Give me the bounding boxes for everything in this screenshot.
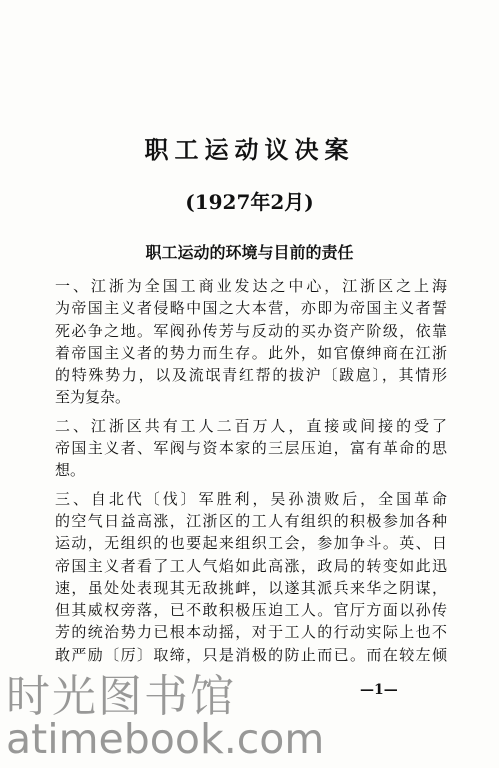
text-line: 运动，无组织的也要起来组织工会，参加争斗。英、日 — [55, 534, 447, 553]
text-line: 帝国主义者、军阀与资本家的三层压迫，富有革命的思 — [55, 439, 447, 458]
section-heading: 职工运动的环境与目前的责任 — [145, 243, 354, 262]
text-line: 死必争之地。军阀孙传芳与反动的买办资产阶级，依靠 — [55, 321, 447, 340]
text-line: 的空气日益高涨，江浙区的工人有组织的积极参加各种 — [55, 511, 447, 530]
text-line: 为帝国主义者侵略中国之大本营，亦即为帝国主义者誓 — [55, 299, 447, 318]
text-line: 想。 — [55, 461, 86, 480]
text-line: 但其威权旁落，已不敢积极压迫工人。官厅方面以孙传 — [55, 601, 447, 620]
text-line: 着帝国主义者的势力而生存。此外，如官僚绅商在江浙 — [55, 343, 447, 362]
text-line: 帝国主义者看了工人气焰如此高涨，政局的转变如此迅 — [55, 556, 447, 575]
document-title: 职工运动议决案 — [144, 135, 355, 164]
paragraph — [55, 415, 447, 482]
text-line: 至为复杂。 — [55, 388, 131, 407]
document-date: (1927年2月) — [185, 190, 314, 214]
text-line: 芳的统治势力已根本动摇，对于工人的行动实际上也不 — [55, 623, 447, 642]
text-line: 的特殊势力，以及流氓青红帮的拔沪〔跋扈〕，其情形 — [55, 366, 447, 385]
text-line: 三、自北代〔伐〕军胜利，吴孙溃败后，全国革命 — [55, 489, 447, 508]
text-line: 敢严励〔厉〕取缔，只是消极的防止而已。而在较左倾 — [55, 645, 447, 664]
paragraph — [55, 488, 447, 666]
body-text — [55, 275, 447, 666]
watermark-chinese: 时光图书馆 — [6, 671, 236, 722]
watermark-url: atimebook.com — [6, 715, 325, 763]
page-number: —1— — [360, 682, 398, 698]
text-line: 速，虽处处表现其无敌挑衅，以遂其派兵来华之阴谋， — [55, 578, 447, 597]
text-line: 二、江浙区共有工人二百万人，直接或间接的受了 — [55, 416, 447, 435]
paragraph — [55, 275, 447, 409]
text-line: 一、江浙为全国工商业发达之中心，江浙区之上海 — [55, 277, 447, 295]
